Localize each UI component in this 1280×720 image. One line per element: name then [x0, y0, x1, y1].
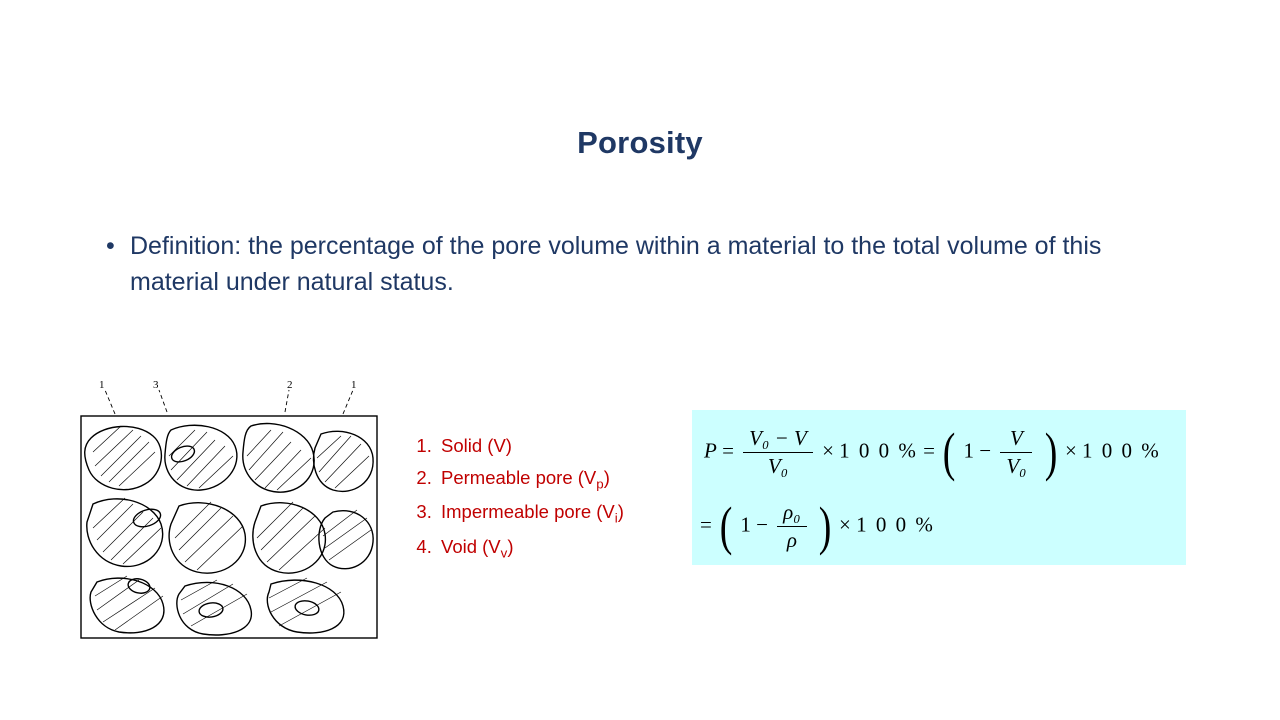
svg-text:2: 2 — [287, 379, 293, 391]
minus-1: − — [979, 438, 992, 463]
porous-material-figure — [75, 378, 385, 648]
fraction-denominator: V₀ — [743, 452, 813, 479]
bullet-icon: • — [106, 232, 115, 260]
one-2: 1 — [740, 512, 751, 537]
fraction-denominator: ρ — [777, 526, 806, 553]
legend-label-2: Permeable pore (V — [441, 466, 597, 488]
definition-paragraph — [100, 228, 1180, 301]
list-item — [437, 531, 624, 566]
fraction-rho0-over-rho — [777, 500, 806, 553]
formula-equals-1: = — [722, 438, 734, 463]
figure-number-labels — [99, 379, 357, 391]
legend-sub-2: p — [596, 476, 604, 492]
times-symbol-3: × — [839, 512, 851, 537]
list-item — [437, 496, 624, 531]
svg-text:1: 1 — [351, 379, 357, 391]
list-item — [437, 462, 624, 497]
formula-box — [692, 410, 1186, 565]
formula-equals-3: = — [700, 512, 712, 537]
legend-list — [413, 430, 624, 566]
times-symbol-2: × — [1064, 438, 1077, 463]
legend-label-1: Solid (V) — [441, 435, 512, 456]
legend-label-4: Void (V — [441, 535, 501, 557]
formula-equals-2: = — [923, 438, 935, 463]
formula-line-1 — [704, 421, 1161, 482]
legend-label-3: Impermeable pore (V — [441, 501, 615, 523]
left-paren-1: ( — [942, 421, 956, 482]
formula-lhs: P — [704, 438, 717, 463]
fraction-numerator: ρ₀ — [783, 500, 801, 524]
left-paren-2: ( — [719, 495, 733, 556]
list-item — [437, 430, 624, 462]
formula-line-2 — [700, 495, 935, 556]
svg-text:1: 1 — [99, 379, 105, 391]
fraction-v0-minus-v-over-v0 — [743, 426, 813, 479]
percent-3: 1 0 0 % — [856, 512, 935, 537]
times-symbol-1: × — [822, 438, 834, 463]
one-1: 1 — [963, 438, 974, 463]
page-title: Porosity — [577, 125, 703, 160]
fraction-numerator: V₀ − V — [749, 426, 807, 450]
legend-tail-2: ) — [603, 466, 610, 488]
right-paren-1: ) — [1044, 421, 1058, 482]
legend-tail-3: ) — [617, 501, 624, 523]
fraction-denominator: V₀ — [1000, 452, 1032, 479]
definition-text: Definition: the percentage of the pore volume within a material to the total volume of this material under natural status. — [130, 232, 1102, 297]
svg-text:3: 3 — [153, 379, 159, 391]
minus-2: − — [756, 512, 768, 537]
legend-tail-4: ) — [507, 535, 514, 557]
legend-sub-4: v — [500, 545, 508, 561]
percent-2: 1 0 0 % — [1082, 438, 1161, 463]
percent-1: 1 0 0 % — [839, 438, 918, 463]
legend-sub-3: i — [614, 511, 618, 527]
fraction-v-over-v0 — [1000, 426, 1032, 479]
porous-material-drawing — [75, 378, 385, 648]
right-paren-2: ) — [818, 495, 832, 556]
fraction-numerator: V — [1009, 426, 1023, 450]
